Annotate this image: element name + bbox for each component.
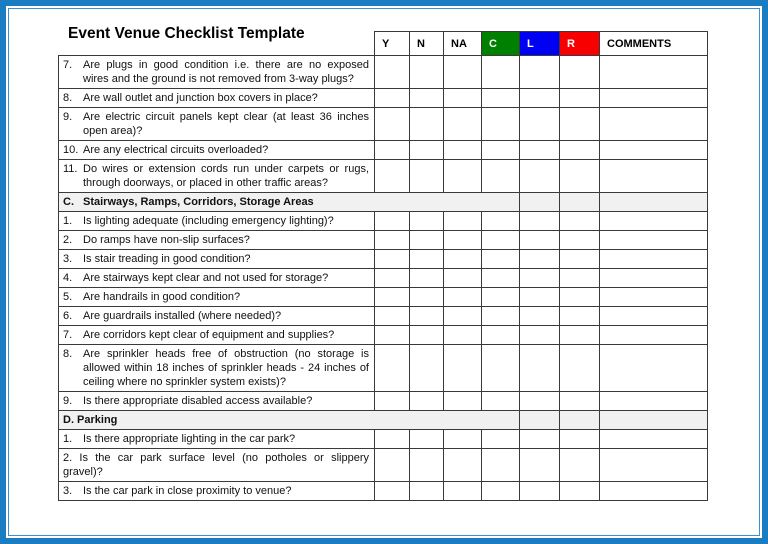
mark-cell-na[interactable] [444,231,482,250]
mark-cell-r[interactable] [560,307,600,326]
column-header-y: Y [375,31,410,55]
question-cell [59,108,375,141]
mark-cell-na[interactable] [444,108,482,141]
checklist-row [58,269,708,288]
checklist-row [58,307,708,326]
checklist-row [58,231,708,250]
mark-cell-c[interactable] [482,212,520,231]
mark-cell-c[interactable] [482,345,520,392]
comment-cell[interactable] [600,56,708,89]
mark-cell-na[interactable] [444,482,482,501]
question-cell [59,56,375,89]
checklist-row [58,141,708,160]
question-text: 7. Are plugs in good condition i.e. there are no exposed wires and the ground is not removed from 3-way plugs? [63,59,369,85]
comment-cell[interactable] [600,392,708,411]
mark-cell-c[interactable] [482,449,520,482]
mark-cell-c[interactable] [482,250,520,269]
mark-cell-l[interactable] [520,141,560,160]
mark-cell-r[interactable] [560,212,600,231]
mark-cell-y[interactable] [375,288,410,307]
mark-cell-c[interactable] [482,56,520,89]
checklist-row [58,56,708,89]
question-text: 1. Is there appropriate lighting in the car park? [63,433,296,445]
comment-cell[interactable] [600,141,708,160]
section-title-cell [59,193,520,212]
checklist-row [58,449,708,482]
mark-cell-y[interactable] [375,160,410,193]
question-cell [59,89,375,108]
question-cell [59,482,375,501]
column-header-n: N [410,31,444,55]
mark-cell-n[interactable] [410,141,444,160]
item-number: 4. [63,272,73,284]
mark-cell-c[interactable] [482,89,520,108]
mark-cell-l[interactable] [520,212,560,231]
item-number: 7. [63,59,73,71]
checklist-row [58,89,708,108]
section-title: D. Parking [63,414,118,426]
mark-cell-r [560,411,600,430]
question-text: 1. Is lighting adequate (including emergency lighting)? [63,215,334,227]
checklist-row [58,326,708,345]
comment-cell[interactable] [600,89,708,108]
mark-cell-r[interactable] [560,392,600,411]
mark-cell-n[interactable] [410,482,444,501]
item-number: C. [63,196,74,208]
mark-cell-y[interactable] [375,231,410,250]
document-sheet [58,24,709,501]
mark-cell-na[interactable] [444,56,482,89]
mark-cell-y[interactable] [375,56,410,89]
mark-cell-n[interactable] [410,449,444,482]
mark-cell-l[interactable] [520,160,560,193]
item-number: 3. [63,253,73,265]
mark-cell-r[interactable] [560,250,600,269]
mark-cell-r[interactable] [560,288,600,307]
question-cell [59,160,375,193]
mark-cell-y[interactable] [375,108,410,141]
mark-cell-na[interactable] [444,89,482,108]
mark-cell-y[interactable] [375,430,410,449]
checklist-row [58,250,708,269]
mark-cell-l[interactable] [520,250,560,269]
column-header-na: NA [444,31,482,55]
question-cell [59,392,375,411]
column-header-comments: COMMENTS [600,31,708,55]
mark-cell-n[interactable] [410,326,444,345]
comment-cell[interactable] [600,288,708,307]
checklist-row [58,108,708,141]
section-title-cell [59,411,520,430]
mark-cell-c[interactable] [482,288,520,307]
mark-cell-c[interactable] [482,482,520,501]
question-text: 2. Do ramps have non-slip surfaces? [63,234,250,246]
mark-cell-l[interactable] [520,56,560,89]
mark-cell-n[interactable] [410,89,444,108]
question-text: 11. Do wires or extension cords run under carpets or rugs, through doorways, or placed in other traffic areas? [63,163,369,189]
mark-cell-na[interactable] [444,269,482,288]
mark-cell-c[interactable] [482,430,520,449]
mark-cell-c[interactable] [482,269,520,288]
mark-cell-r [560,193,600,212]
mark-cell-r[interactable] [560,160,600,193]
mark-cell-c[interactable] [482,108,520,141]
question-cell [59,269,375,288]
question-text: 7. Are corridors kept clear of equipment and supplies? [63,329,335,341]
question-cell [59,288,375,307]
mark-cell-l[interactable] [520,449,560,482]
comment-cell[interactable] [600,449,708,482]
mark-cell-na[interactable] [444,250,482,269]
mark-cell-n[interactable] [410,269,444,288]
mark-cell-n[interactable] [410,430,444,449]
comment-cell [600,193,708,212]
question-cell [59,345,375,392]
mark-cell-l[interactable] [520,326,560,345]
item-number: 3. [63,485,73,497]
mark-cell-c[interactable] [482,231,520,250]
mark-cell-y[interactable] [375,89,410,108]
comment-cell[interactable] [600,231,708,250]
mark-cell-na[interactable] [444,212,482,231]
mark-cell-n[interactable] [410,345,444,392]
question-text: 9. Are electric circuit panels kept clear (at least 36 inches open area)? [63,111,369,137]
comment-cell[interactable] [600,212,708,231]
document-header [58,24,709,55]
mark-cell-r[interactable] [560,89,600,108]
mark-cell-na[interactable] [444,326,482,345]
section-row [58,411,708,430]
item-number: 5. [63,291,73,303]
question-text: 2. Is the car park surface level (no potholes or slippery gravel)? [63,452,369,478]
mark-cell-r[interactable] [560,345,600,392]
mark-cell-c[interactable] [482,326,520,345]
mark-cell-na[interactable] [444,430,482,449]
checklist-row [58,482,708,501]
column-header-c: C [482,31,520,55]
mark-cell-na[interactable] [444,288,482,307]
mark-cell-na[interactable] [444,160,482,193]
item-number: 7. [63,329,73,341]
checklist-row [58,430,708,449]
mark-cell-r[interactable] [560,269,600,288]
comment-cell [600,411,708,430]
item-number: 8. [63,348,73,360]
section-title: C. Stairways, Ramps, Corridors, Storage Areas [63,196,314,208]
comment-cell[interactable] [600,108,708,141]
mark-cell-r[interactable] [560,231,600,250]
mark-cell-r[interactable] [560,141,600,160]
comment-cell[interactable] [600,326,708,345]
comment-cell[interactable] [600,307,708,326]
mark-cell-n[interactable] [410,108,444,141]
mark-cell-r[interactable] [560,430,600,449]
checklist-row [58,392,708,411]
item-number: 1. [63,433,73,445]
column-header-l: L [520,31,560,55]
mark-cell-n[interactable] [410,212,444,231]
checklist-row [58,288,708,307]
mark-cell-r[interactable] [560,108,600,141]
mark-cell-n[interactable] [410,250,444,269]
question-cell [59,326,375,345]
question-text: 5. Are handrails in good condition? [63,291,241,303]
mark-cell-na[interactable] [444,392,482,411]
section-row [58,193,708,212]
mark-cell-l[interactable] [520,307,560,326]
mark-cell-l[interactable] [520,89,560,108]
question-cell [59,449,375,482]
mark-cell-n[interactable] [410,231,444,250]
mark-cell-na[interactable] [444,345,482,392]
mark-cell-r[interactable] [560,482,600,501]
page-inner-border [8,8,760,536]
mark-cell-r[interactable] [560,56,600,89]
mark-cell-l[interactable] [520,430,560,449]
mark-cell-y[interactable] [375,326,410,345]
page-title: Event Venue Checklist Template [68,25,305,42]
mark-cell-n[interactable] [410,307,444,326]
mark-cell-l[interactable] [520,108,560,141]
mark-cell-y[interactable] [375,449,410,482]
question-text: 4. Are stairways kept clear and not used for storage? [63,272,329,284]
question-text: 8. Are wall outlet and junction box covers in place? [63,92,318,104]
mark-cell-y[interactable] [375,250,410,269]
mark-cell-l[interactable] [520,269,560,288]
item-number: 8. [63,92,73,104]
mark-cell-na[interactable] [444,307,482,326]
mark-cell-l [520,411,560,430]
question-cell [59,212,375,231]
question-cell [59,141,375,160]
comment-cell[interactable] [600,430,708,449]
checklist-row [58,345,708,392]
mark-cell-y[interactable] [375,345,410,392]
mark-cell-l[interactable] [520,345,560,392]
mark-cell-y[interactable] [375,307,410,326]
mark-cell-r[interactable] [560,449,600,482]
item-number: 9. [63,111,73,123]
question-cell [59,231,375,250]
mark-cell-c[interactable] [482,307,520,326]
comment-cell[interactable] [600,250,708,269]
item-number: 6. [63,310,73,322]
mark-cell-n[interactable] [410,288,444,307]
table-header-row [374,31,708,55]
question-text: 10. Are any electrical circuits overloaded? [63,144,269,156]
mark-cell-l[interactable] [520,482,560,501]
question-cell [59,250,375,269]
mark-cell-y[interactable] [375,212,410,231]
mark-cell-c[interactable] [482,141,520,160]
checklist-table [58,55,708,501]
item-number: 9. [63,395,73,407]
item-number: 2. [63,234,73,246]
question-text: 9. Is there appropriate disabled access available? [63,395,313,407]
item-number: 11. [63,163,78,175]
mark-cell-y[interactable] [375,141,410,160]
mark-cell-l [520,193,560,212]
mark-cell-na[interactable] [444,449,482,482]
comment-cell[interactable] [600,160,708,193]
mark-cell-c[interactable] [482,160,520,193]
checklist-row [58,160,708,193]
question-text: 3. Is the car park in close proximity to venue? [63,485,292,497]
question-text: 8. Are sprinkler heads free of obstruction (no storage is allowed within 18 inches of sprinkler heads - 24 inches of ceiling where no sprinkler system exists)? [63,348,369,388]
mark-cell-r[interactable] [560,326,600,345]
mark-cell-y[interactable] [375,482,410,501]
mark-cell-y[interactable] [375,392,410,411]
comment-cell[interactable] [600,482,708,501]
mark-cell-y[interactable] [375,269,410,288]
mark-cell-n[interactable] [410,56,444,89]
mark-cell-l[interactable] [520,392,560,411]
column-header-r: R [560,31,600,55]
item-number: 1. [63,215,73,227]
item-number: 10. [63,144,79,156]
question-cell [59,307,375,326]
mark-cell-l[interactable] [520,288,560,307]
mark-cell-na[interactable] [444,141,482,160]
mark-cell-c[interactable] [482,392,520,411]
mark-cell-n[interactable] [410,160,444,193]
mark-cell-n[interactable] [410,392,444,411]
question-text: 6. Are guardrails installed (where needed)? [63,310,282,322]
comment-cell[interactable] [600,269,708,288]
comment-cell[interactable] [600,345,708,392]
question-cell [59,430,375,449]
mark-cell-l[interactable] [520,231,560,250]
question-text: 3. Is stair treading in good condition? [63,253,251,265]
checklist-row [58,212,708,231]
